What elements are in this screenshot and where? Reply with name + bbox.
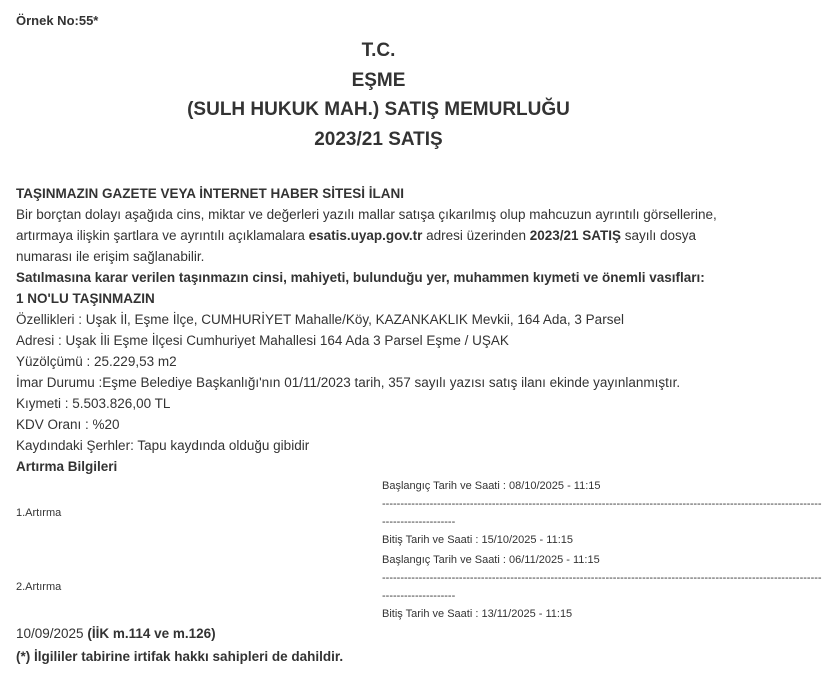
ozellikleri: Özellikleri : Uşak İl, Eşme İlçe, CUMHURİYET Mahalle/Köy, KAZANKAKLIK Mevkii, 164 Ada, 3 Parsel (16, 312, 624, 327)
artirma-2-label: 2.Artırma (16, 581, 62, 593)
kayit-serhler: Kaydındaki Şerhler: Tapu kaydında olduğu gibidir (16, 438, 310, 453)
kdv-orani: KDV Oranı : %20 (16, 417, 120, 432)
artirma-heading: Artırma Bilgileri (16, 459, 118, 474)
ilan-date: 10/09/2025 (16, 626, 84, 641)
tasinmaz-heading: 1 NO'LU TAŞINMAZIN (16, 291, 155, 306)
document-header (0, 36, 757, 154)
header-town: EŞME (351, 69, 406, 91)
law-reference: (İİK m.114 ve m.126) (83, 626, 216, 641)
artirma-2-baslangic: Başlangıç Tarih ve Saati : 06/11/2025 - 11:15 (382, 554, 600, 566)
artirma-1-label: 1.Artırma (16, 507, 62, 519)
header-tc: T.C. (361, 40, 396, 61)
karar-heading: Satılmasına karar verilen taşınmazın cinsi, mahiyeti, bulunduğu yer, muhammen kıymeti ve önemli vasıfları: (16, 270, 705, 285)
artirma-1-divider-wrap: -------------------- (382, 516, 456, 528)
intro-file-number: 2023/21 SATIŞ (529, 228, 622, 243)
artirma-1-divider: ------------------------------------------------------------------------------------------------------------------------ (382, 498, 822, 510)
adresi: Adresi : Uşak İli Eşme İlçesi Cumhuriyet Mahallesi 164 Ada 3 Parsel Eşme / UŞAK (16, 333, 509, 348)
header-office: (SULH HUKUK MAH.) SATIŞ MEMURLUĞU (187, 99, 570, 120)
kiymeti: Kıymeti : 5.503.826,00 TL (16, 396, 171, 411)
ornek-number: Örnek No:55* (16, 13, 99, 28)
ilan-body (16, 183, 746, 477)
yuzolcumu: Yüzölçümü : 25.229,53 m2 (16, 354, 177, 369)
intro-text-2: adresi üzerinden (422, 228, 530, 243)
intro-text-3: sayılı dosya numarası ile erişim sağlanabilir. (16, 228, 697, 264)
artirma-1-baslangic: Başlangıç Tarih ve Saati : 08/10/2025 - 11:15 (382, 480, 601, 492)
artirma-2-divider-wrap: -------------------- (382, 590, 456, 602)
header-file-number: 2023/21 SATIŞ (314, 128, 443, 150)
imar-durumu: İmar Durumu :Eşme Belediye Başkanlığı'nın 01/11/2023 tarih, 357 sayılı yazısı satış ilanı ekinde yayınlanmıştır. (16, 375, 681, 390)
artirma-1-bitis: Bitiş Tarih ve Saati : 15/10/2025 - 11:15 (382, 534, 573, 546)
ilan-intro (16, 204, 746, 267)
esatis-link[interactable]: esatis.uyap.gov.tr (308, 228, 423, 243)
footer-date-line (16, 626, 746, 641)
intro-text: Bir borçtan dolayı aşağıda cins, miktar ve değerleri yazılı mallar satışa çıkarılmış olup mahcuzun ayrıntılı görsellerine, artırmaya ilişkin şartlara ve ayrıntılı açıklamalara (16, 207, 717, 243)
ilan-title: TAŞINMAZIN GAZETE VEYA İNTERNET HABER SİTESİ İLANI (16, 186, 405, 201)
artirma-2-divider: ------------------------------------------------------------------------------------------------------------------------ (382, 572, 822, 584)
footer-note: (*) İlgililer tabirine irtifak hakkı sahipleri de dahildir. (16, 649, 344, 664)
artirma-2-bitis: Bitiş Tarih ve Saati : 13/11/2025 - 11:15 (382, 608, 573, 620)
